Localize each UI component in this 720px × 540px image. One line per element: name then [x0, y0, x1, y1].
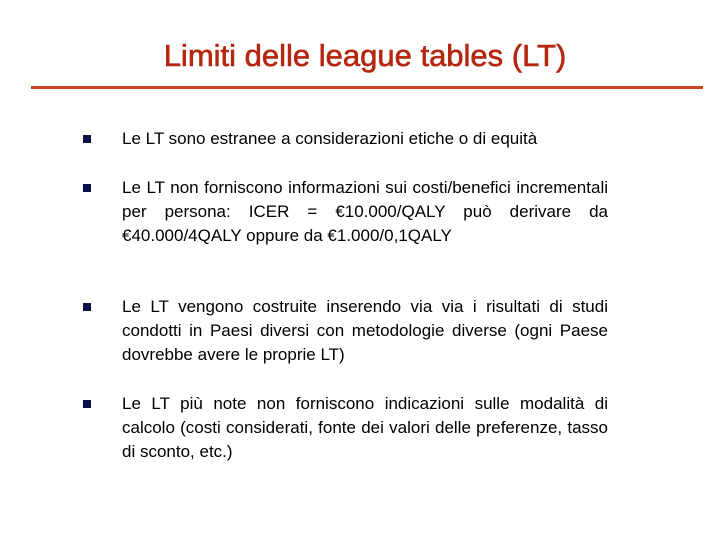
bullet-text: Le LT sono estranee a considerazioni etiche o di equità [122, 129, 538, 148]
square-bullet-icon [83, 400, 91, 408]
slide-title: Limiti delle league tables (LT) [163, 38, 567, 73]
square-bullet-icon [83, 184, 91, 192]
square-bullet-icon [83, 303, 91, 311]
bullet-text: Le LT vengono costruite inserendo via via i risultati di studi condotti in Paesi diversi con metodologie diverse (ogni Paese dovrebbe avere le proprie LT) [122, 297, 608, 364]
bullet-text: Le LT più note non forniscono indicazioni sulle modalità di calcolo (costi considerati, fonte dei valori delle preferenze, tasso di sconto, etc.) [122, 394, 608, 461]
title-divider [31, 86, 703, 89]
bullet-text: Le LT non forniscono informazioni sui costi/benefici incrementali per persona: ICER = €10.000/QALY può derivare da €40.000/4QALY oppure da €1.000/0,1QALY [122, 178, 608, 245]
square-bullet-icon [83, 135, 91, 143]
